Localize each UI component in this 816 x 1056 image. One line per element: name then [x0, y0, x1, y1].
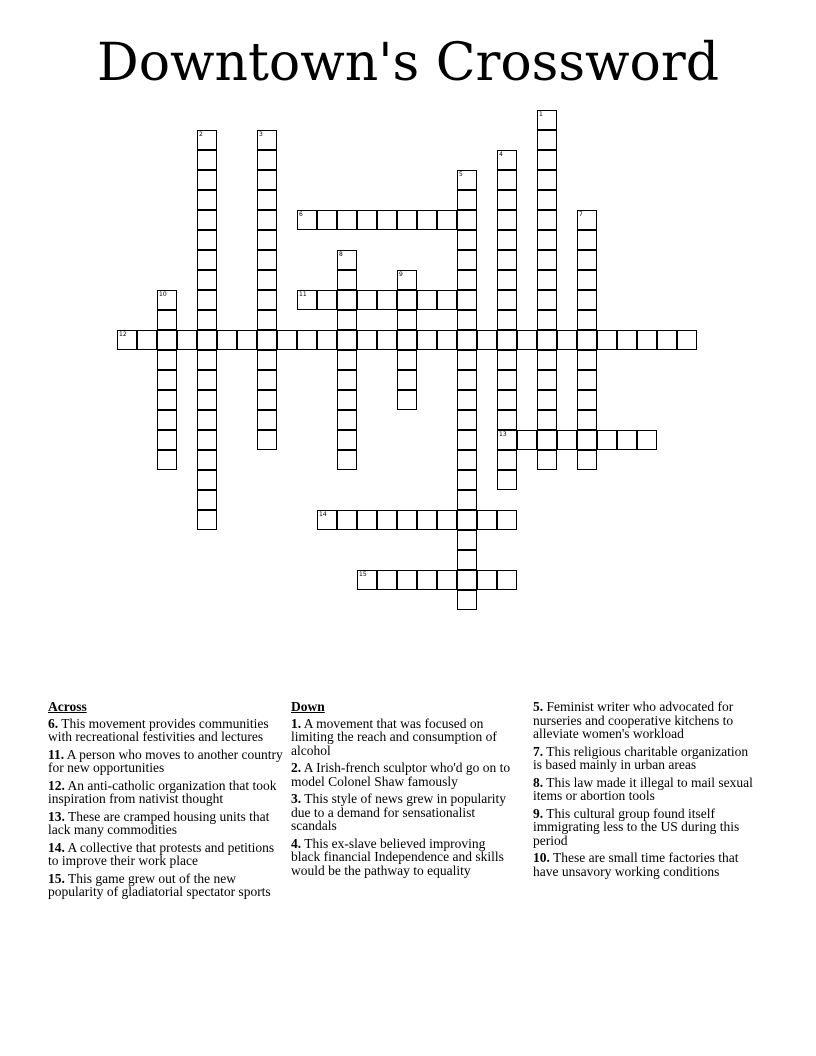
grid-cell[interactable]: [377, 210, 397, 230]
grid-cell[interactable]: [537, 230, 557, 250]
clue-number-label: 2.: [291, 760, 302, 775]
grid-cell[interactable]: [437, 570, 457, 590]
clue-text: A movement that was focused on limiting the reach and consumption of alcohol: [291, 715, 497, 758]
grid-cell[interactable]: [197, 450, 217, 470]
grid-cell[interactable]: [497, 510, 517, 530]
grid-cell[interactable]: [537, 370, 557, 390]
clue-text: This law made it illegal to mail sexual items or abortion tools: [533, 774, 753, 803]
grid-cell[interactable]: [537, 110, 557, 130]
grid-cell[interactable]: [537, 330, 557, 350]
grid-cell[interactable]: [397, 210, 417, 230]
grid-cell[interactable]: [497, 430, 517, 450]
grid-cell[interactable]: [197, 490, 217, 510]
grid-cell[interactable]: [677, 330, 697, 350]
clue-number: 11: [299, 291, 307, 298]
grid-cell[interactable]: [577, 370, 597, 390]
clue-text: This movement provides communities with recreational festivities and lectures: [48, 715, 269, 744]
grid-cell[interactable]: [537, 130, 557, 150]
grid-cell[interactable]: [317, 330, 337, 350]
grid-cell[interactable]: [337, 510, 357, 530]
grid-cell[interactable]: [357, 210, 377, 230]
grid-cell[interactable]: [257, 350, 277, 370]
grid-cell[interactable]: [497, 450, 517, 470]
grid-cell[interactable]: [297, 330, 317, 350]
grid-cell[interactable]: [197, 330, 217, 350]
grid-cell[interactable]: [457, 170, 477, 190]
grid-cell[interactable]: [417, 570, 437, 590]
grid-cell[interactable]: [197, 370, 217, 390]
grid-cell[interactable]: [157, 450, 177, 470]
grid-cell[interactable]: [497, 250, 517, 270]
grid-cell[interactable]: [257, 410, 277, 430]
grid-cell[interactable]: [497, 290, 517, 310]
grid-cell[interactable]: [457, 290, 477, 310]
clue-item: [291, 717, 513, 758]
clue-number: 14: [319, 511, 327, 518]
grid-cell[interactable]: [197, 230, 217, 250]
grid-cell[interactable]: [537, 170, 557, 190]
grid-cell[interactable]: [197, 310, 217, 330]
grid-cell[interactable]: [337, 390, 357, 410]
grid-cell[interactable]: [537, 390, 557, 410]
grid-cell[interactable]: [537, 290, 557, 310]
grid-cell[interactable]: [197, 270, 217, 290]
grid-cell[interactable]: [357, 330, 377, 350]
grid-cell[interactable]: [657, 330, 677, 350]
grid-cell[interactable]: [157, 290, 177, 310]
grid-cell[interactable]: [497, 270, 517, 290]
grid-cell[interactable]: [497, 190, 517, 210]
grid-cell[interactable]: [157, 390, 177, 410]
grid-cell[interactable]: [497, 410, 517, 430]
grid-cell[interactable]: [537, 450, 557, 470]
clue-text: These are cramped housing units that lack many commodities: [48, 808, 270, 837]
clue-number: 12: [119, 331, 127, 338]
grid-cell[interactable]: [197, 290, 217, 310]
grid-cell[interactable]: [437, 510, 457, 530]
grid-cell[interactable]: [577, 390, 597, 410]
down-clues-column-1: [291, 700, 513, 881]
grid-cell[interactable]: [397, 350, 417, 370]
clue-number: 6: [299, 211, 303, 218]
grid-cell[interactable]: [457, 450, 477, 470]
grid-cell[interactable]: [397, 330, 417, 350]
clue-text: A Irish-french sculptor who'd go on to model Colonel Shaw famously: [291, 760, 511, 789]
grid-cell[interactable]: [397, 390, 417, 410]
clue-item: [291, 792, 513, 833]
grid-cell[interactable]: [257, 370, 277, 390]
grid-cell[interactable]: [537, 410, 557, 430]
grid-cell[interactable]: [537, 430, 557, 450]
grid-cell[interactable]: [357, 510, 377, 530]
grid-cell[interactable]: [497, 470, 517, 490]
grid-cell[interactable]: [397, 510, 417, 530]
down-heading: Down: [291, 699, 325, 714]
grid-cell[interactable]: [257, 250, 277, 270]
grid-cell[interactable]: [437, 290, 457, 310]
clue-number-label: 11.: [48, 746, 65, 762]
grid-cell[interactable]: [537, 210, 557, 230]
clue-item: [533, 851, 755, 878]
clue-number-label: 5.: [533, 699, 544, 714]
clue-text: An anti-catholic organization that took inspiration from nativist thought: [48, 777, 277, 806]
grid-cell[interactable]: [577, 410, 597, 430]
grid-cell[interactable]: [457, 230, 477, 250]
clue-number: 5: [459, 171, 463, 178]
grid-cell[interactable]: [417, 210, 437, 230]
grid-cell[interactable]: [397, 310, 417, 330]
grid-cell[interactable]: [437, 330, 457, 350]
clue-item: [48, 717, 284, 744]
clue-item: [48, 810, 284, 837]
grid-cell[interactable]: [497, 570, 517, 590]
grid-cell[interactable]: [457, 510, 477, 530]
clue-item: [533, 745, 755, 772]
grid-cell[interactable]: [637, 430, 657, 450]
grid-cell[interactable]: [397, 270, 417, 290]
grid-cell[interactable]: [457, 310, 477, 330]
grid-cell[interactable]: [537, 350, 557, 370]
grid-cell[interactable]: [257, 390, 277, 410]
grid-cell[interactable]: [537, 150, 557, 170]
clue-text: Feminist writer who advocated for nurseries and cooperative kitchens to alleviate women's workload: [533, 699, 734, 741]
clue-number-label: 3.: [291, 791, 302, 806]
grid-cell[interactable]: [417, 510, 437, 530]
grid-cell[interactable]: [577, 210, 597, 230]
grid-cell[interactable]: [577, 310, 597, 330]
grid-cell[interactable]: [637, 330, 657, 350]
grid-cell[interactable]: [137, 330, 157, 350]
clue-number-label: 6.: [48, 715, 59, 731]
grid-cell[interactable]: [237, 330, 257, 350]
grid-cell[interactable]: [537, 270, 557, 290]
grid-cell[interactable]: [497, 390, 517, 410]
clue-item: [48, 841, 284, 868]
grid-cell[interactable]: [197, 250, 217, 270]
grid-cell[interactable]: [497, 170, 517, 190]
grid-cell[interactable]: [197, 150, 217, 170]
grid-cell[interactable]: [577, 250, 597, 270]
grid-cell[interactable]: [477, 570, 497, 590]
grid-cell[interactable]: [497, 230, 517, 250]
grid-cell[interactable]: [477, 330, 497, 350]
grid-cell[interactable]: [317, 510, 337, 530]
grid-cell[interactable]: [457, 590, 477, 610]
clue-text: This religious charitable organization is based mainly in urban areas: [533, 743, 749, 772]
clue-number-label: 9.: [533, 805, 544, 821]
grid-cell[interactable]: [617, 330, 637, 350]
grid-cell[interactable]: [457, 570, 477, 590]
grid-cell[interactable]: [457, 270, 477, 290]
grid-cell[interactable]: [197, 190, 217, 210]
grid-cell[interactable]: [337, 210, 357, 230]
grid-cell[interactable]: [457, 330, 477, 350]
grid-cell[interactable]: [417, 330, 437, 350]
clue-text: This cultural group found itself immigrating less to the US during this period: [533, 805, 740, 848]
page-title: Downtown's Crossword: [97, 33, 719, 93]
grid-cell[interactable]: [257, 430, 277, 450]
grid-cell[interactable]: [497, 330, 517, 350]
grid-cell[interactable]: [457, 410, 477, 430]
grid-cell[interactable]: [337, 310, 357, 330]
grid-cell[interactable]: [557, 330, 577, 350]
grid-cell[interactable]: [437, 210, 457, 230]
clue-number-label: 12.: [48, 777, 65, 793]
grid-cell[interactable]: [577, 330, 597, 350]
grid-cell[interactable]: [337, 350, 357, 370]
clue-item: [291, 837, 513, 878]
clue-number: 9: [399, 271, 403, 278]
grid-cell[interactable]: [337, 250, 357, 270]
grid-cell[interactable]: [457, 550, 477, 570]
grid-cell[interactable]: [337, 290, 357, 310]
clue-number: 15: [359, 571, 367, 578]
clue-number-label: 10.: [533, 850, 550, 865]
grid-cell[interactable]: [397, 570, 417, 590]
grid-cell[interactable]: [197, 510, 217, 530]
clue-number: 4: [499, 151, 503, 158]
grid-cell[interactable]: [597, 430, 617, 450]
grid-cell[interactable]: [257, 290, 277, 310]
grid-cell[interactable]: [217, 330, 237, 350]
grid-cell[interactable]: [157, 310, 177, 330]
clue-number: 7: [579, 211, 583, 218]
grid-cell[interactable]: [297, 290, 317, 310]
clue-text: A person who moves to another country for new opportunities: [48, 746, 283, 775]
grid-cell[interactable]: [157, 330, 177, 350]
grid-cell[interactable]: [537, 310, 557, 330]
clue-item: [533, 700, 755, 741]
clue-text: A collective that protests and petitions to improve their work place: [48, 839, 275, 868]
grid-cell[interactable]: [457, 490, 477, 510]
grid-cell[interactable]: [157, 430, 177, 450]
clue-item: [48, 748, 284, 775]
grid-cell[interactable]: [197, 470, 217, 490]
grid-cell[interactable]: [417, 290, 437, 310]
grid-cell[interactable]: [377, 510, 397, 530]
clue-number-label: 13.: [48, 808, 65, 824]
grid-cell[interactable]: [397, 370, 417, 390]
grid-cell[interactable]: [497, 310, 517, 330]
grid-cell[interactable]: [257, 190, 277, 210]
grid-cell[interactable]: [457, 470, 477, 490]
clue-text: This style of news grew in popularity due to a demand for sensationalist scandals: [291, 791, 506, 833]
grid-cell[interactable]: [257, 230, 277, 250]
grid-cell[interactable]: [497, 210, 517, 230]
across-heading: Across: [48, 699, 87, 714]
grid-cell[interactable]: [457, 530, 477, 550]
clue-number-label: 4.: [291, 835, 302, 851]
clue-number: 2: [199, 131, 203, 138]
grid-cell[interactable]: [477, 510, 497, 530]
clue-number-label: 15.: [48, 870, 65, 886]
grid-cell[interactable]: [577, 270, 597, 290]
grid-cell[interactable]: [397, 290, 417, 310]
grid-cell[interactable]: [257, 310, 277, 330]
grid-cell[interactable]: [457, 370, 477, 390]
grid-cell[interactable]: [257, 270, 277, 290]
down-clues-column-2: [533, 700, 755, 882]
grid-cell[interactable]: [617, 430, 637, 450]
clue-number-label: 14.: [48, 839, 65, 855]
clue-text: This ex-slave believed improving black financial Independence and skills would be the pathway to equality: [291, 835, 504, 878]
grid-cell[interactable]: [317, 210, 337, 230]
grid-cell[interactable]: [197, 130, 217, 150]
grid-cell[interactable]: [197, 430, 217, 450]
grid-cell[interactable]: [597, 330, 617, 350]
grid-cell[interactable]: [277, 330, 297, 350]
grid-cell[interactable]: [197, 170, 217, 190]
clue-item: [48, 872, 284, 899]
grid-cell[interactable]: [257, 150, 277, 170]
grid-cell[interactable]: [357, 570, 377, 590]
grid-cell[interactable]: [517, 330, 537, 350]
grid-cell[interactable]: [197, 210, 217, 230]
grid-cell[interactable]: [157, 370, 177, 390]
grid-cell[interactable]: [577, 230, 597, 250]
grid-cell[interactable]: [337, 330, 357, 350]
grid-cell[interactable]: [557, 430, 577, 450]
grid-cell[interactable]: [577, 450, 597, 470]
clue-number-label: 7.: [533, 743, 544, 759]
grid-cell[interactable]: [457, 430, 477, 450]
grid-cell[interactable]: [577, 430, 597, 450]
grid-cell[interactable]: [377, 570, 397, 590]
clue-number-label: 1.: [291, 715, 302, 731]
grid-cell[interactable]: [357, 290, 377, 310]
grid-cell[interactable]: [377, 290, 397, 310]
grid-cell[interactable]: [577, 290, 597, 310]
grid-cell[interactable]: [457, 350, 477, 370]
clue-text: These are small time factories that have unsavory working conditions: [533, 850, 739, 879]
grid-cell[interactable]: [497, 370, 517, 390]
clue-number: 3: [259, 131, 263, 138]
grid-cell[interactable]: [337, 370, 357, 390]
grid-cell[interactable]: [157, 350, 177, 370]
grid-cell[interactable]: [317, 290, 337, 310]
grid-cell[interactable]: [377, 330, 397, 350]
grid-cell[interactable]: [457, 250, 477, 270]
grid-cell[interactable]: [297, 210, 317, 230]
clue-item: [533, 807, 755, 848]
grid-cell[interactable]: [197, 390, 217, 410]
across-clues: [48, 700, 284, 903]
grid-cell[interactable]: [337, 450, 357, 470]
grid-cell[interactable]: [537, 190, 557, 210]
grid-cell[interactable]: [537, 250, 557, 270]
grid-cell[interactable]: [177, 330, 197, 350]
clue-text: This game grew out of the new popularity of gladiatorial spectator sports: [48, 870, 271, 899]
grid-cell[interactable]: [157, 410, 177, 430]
grid-cell[interactable]: [577, 350, 597, 370]
grid-cell[interactable]: [337, 410, 357, 430]
grid-cell[interactable]: [517, 430, 537, 450]
grid-cell[interactable]: [197, 410, 217, 430]
grid-cell[interactable]: [337, 430, 357, 450]
grid-cell[interactable]: [257, 170, 277, 190]
clue-item: [291, 761, 513, 788]
grid-cell[interactable]: [257, 130, 277, 150]
clue-number: 13: [499, 431, 507, 438]
clue-number-label: 8.: [533, 774, 544, 790]
clue-item: [533, 776, 755, 803]
clue-number: 10: [159, 291, 167, 298]
clue-item: [48, 779, 284, 806]
grid-cell[interactable]: [257, 330, 277, 350]
grid-cell[interactable]: [197, 350, 217, 370]
grid-cell[interactable]: [337, 270, 357, 290]
clue-number: 1: [539, 111, 543, 118]
grid-cell[interactable]: [497, 350, 517, 370]
grid-cell[interactable]: [257, 210, 277, 230]
grid-cell[interactable]: [457, 210, 477, 230]
grid-cell[interactable]: [497, 150, 517, 170]
grid-cell[interactable]: [457, 390, 477, 410]
grid-cell[interactable]: [457, 190, 477, 210]
grid-cell[interactable]: [117, 330, 137, 350]
clue-number: 8: [339, 251, 343, 258]
